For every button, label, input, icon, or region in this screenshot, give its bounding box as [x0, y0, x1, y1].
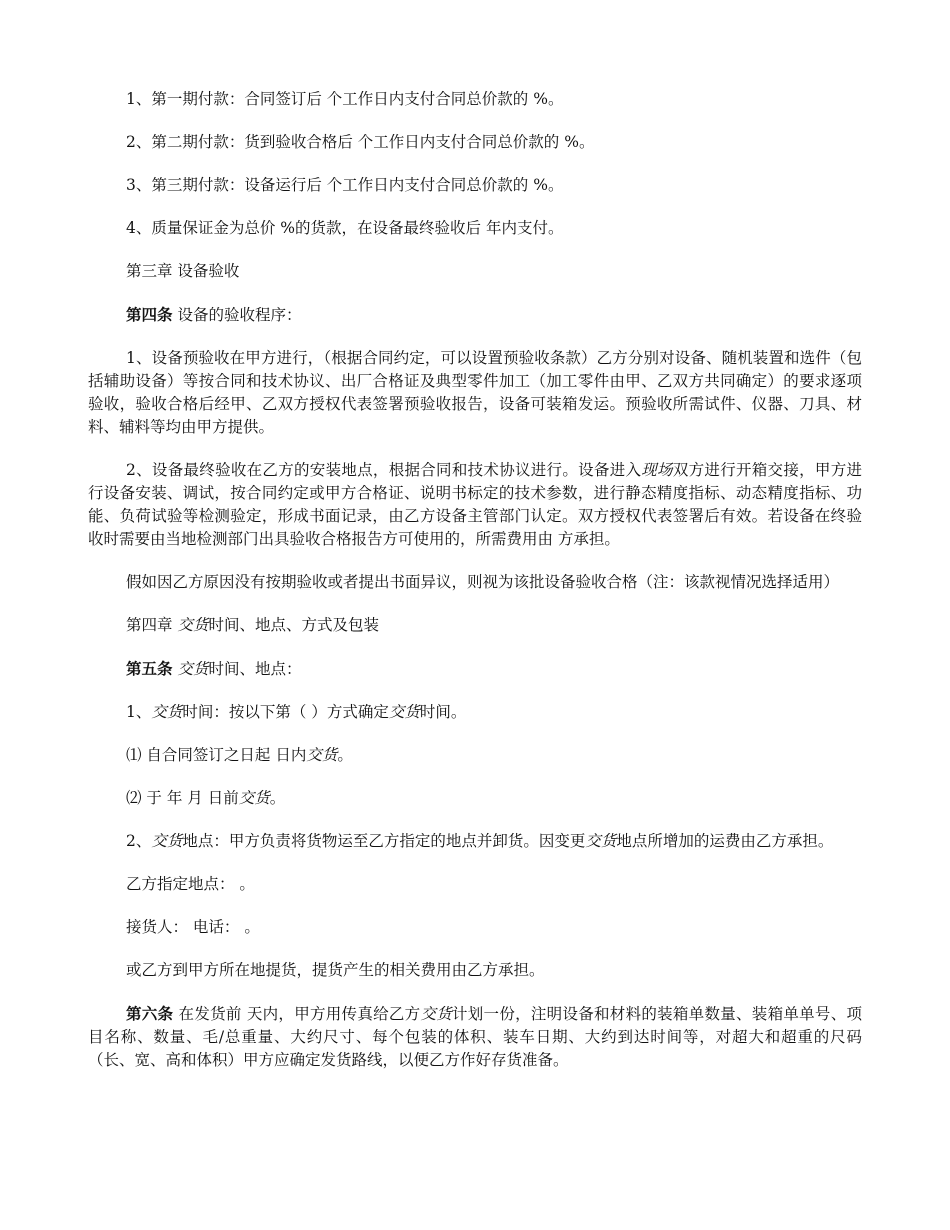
paragraph	[88, 260, 862, 283]
text-run: 计划一份，注明设备和材料的装箱单数量、装箱单单号、项目名称、数量、毛/总重量、大约尺寸、每个包装的体积、装车日期、大约到达时间等，对超大和超重的尺码（长、宽、高和体积）甲方应确定发货路线，以便乙方作好存货准备。	[88, 1005, 862, 1069]
italic-text: 现场	[641, 461, 673, 479]
paragraph	[88, 571, 862, 594]
text-run: 。	[337, 746, 353, 764]
text-run: 设备的验收程序：	[172, 306, 302, 324]
paragraph	[88, 174, 862, 197]
paragraph	[88, 614, 862, 637]
text-run: 1、	[126, 703, 152, 721]
italic-text: 交货	[585, 832, 617, 850]
article-label: 第四条	[126, 305, 173, 324]
text-run: 假如因乙方原因没有按期验收或者提出书面异议，则视为该批设备验收合格（注：该款视情况选择适用）	[126, 573, 840, 591]
text-run: 地点所增加的运费由乙方承担。	[616, 832, 834, 850]
italic-text: 交货	[388, 703, 420, 721]
text-run: 4、质量保证金为总价 %的货款，在设备最终验收后 年内支付。	[126, 219, 564, 237]
paragraph	[88, 916, 862, 939]
text-run: 时间、地点、方式及包装	[208, 616, 379, 634]
paragraph	[88, 131, 862, 154]
text-run: 3、第三期付款：设备运行后 个工作日内支付合同总价款的 %。	[126, 176, 564, 194]
text-run: 2、	[126, 832, 152, 850]
paragraph	[88, 787, 862, 810]
text-run: 乙方指定地点： 。	[126, 875, 255, 893]
text-run: 第三章 设备验收	[126, 262, 240, 280]
text-run: ⑵ 于 年 月 日前	[126, 789, 239, 807]
text-run: 时间：按以下第（ ）方式确定	[182, 703, 389, 721]
italic-text: 交货	[177, 616, 209, 634]
text-run: 接货人： 电话： 。	[126, 918, 260, 936]
paragraph	[88, 873, 862, 896]
text-run: 双方进行开箱交接，甲方进行设备安装、调试，按合同约定或甲方合格证、说明书标定的技术参数，进行静态精度指标、动态精度指标、功能、负荷试验等检测验定，形成书面记录，由乙方设备主管部门认定。双方授权代表签署后有效。若设备在终验收时需要由当地检测部门出具验收合格报告方可使用的，所需费用由 方承担。	[88, 461, 862, 548]
paragraph	[88, 217, 862, 240]
paragraph	[88, 830, 862, 853]
text-run: 2、设备最终验收在乙方的安装地点，根据合同和技术协议进行。设备进入	[126, 461, 642, 479]
paragraph	[88, 459, 862, 551]
italic-text: 交货	[420, 1005, 452, 1023]
paragraph	[88, 657, 862, 681]
text-run: 1、设备预验收在甲方进行，（根据合同约定，可以设置预验收条款）乙方分别对设备、随机装置和选件（包括辅助设备）等按合同和技术协议、出厂合格证及典型零件加工（加工零件由甲、乙双方共同确定）的要求逐项验收，验收合格后经甲、乙双方授权代表签署预验收报告，设备可装箱发运。预验收所需试件、仪器、刀具、材料、辅料等均由甲方提供。	[88, 349, 862, 436]
italic-text: 交货	[151, 832, 183, 850]
paragraph	[88, 1002, 862, 1072]
article-label: 第五条	[126, 659, 173, 678]
paragraph	[88, 744, 862, 767]
text-run: ⑴ 自合同签订之日起 日内	[126, 746, 307, 764]
text-run: 时间。	[419, 703, 467, 721]
italic-text: 交货	[151, 703, 183, 721]
text-run: 1、第一期付款：合同签订后 个工作日内支付合同总价款的 %。	[126, 90, 564, 108]
text-run: 。	[269, 789, 286, 807]
text-run: 地点：甲方负责将货物运至乙方指定的地点并卸货。因变更	[182, 832, 586, 850]
paragraph	[88, 88, 862, 111]
paragraph	[88, 959, 862, 982]
paragraph	[88, 701, 862, 724]
text-run: 或乙方到甲方所在地提货，提货产生的相关费用由乙方承担。	[126, 961, 545, 979]
article-label: 第六条	[126, 1004, 174, 1023]
text-run: 2、第二期付款：货到验收合格后 个工作日内支付合同总价款的 %。	[126, 133, 595, 151]
text-run: 在发货前 天内，甲方用传真给乙方	[173, 1005, 421, 1023]
text-run: 时间、地点：	[208, 660, 302, 678]
text-run: 第四章	[126, 616, 178, 634]
italic-text: 交货	[177, 660, 209, 678]
document-body	[88, 88, 862, 1092]
paragraph	[88, 303, 862, 327]
italic-text: 交货	[238, 789, 270, 807]
paragraph	[88, 347, 862, 439]
italic-text: 交货	[306, 746, 338, 764]
